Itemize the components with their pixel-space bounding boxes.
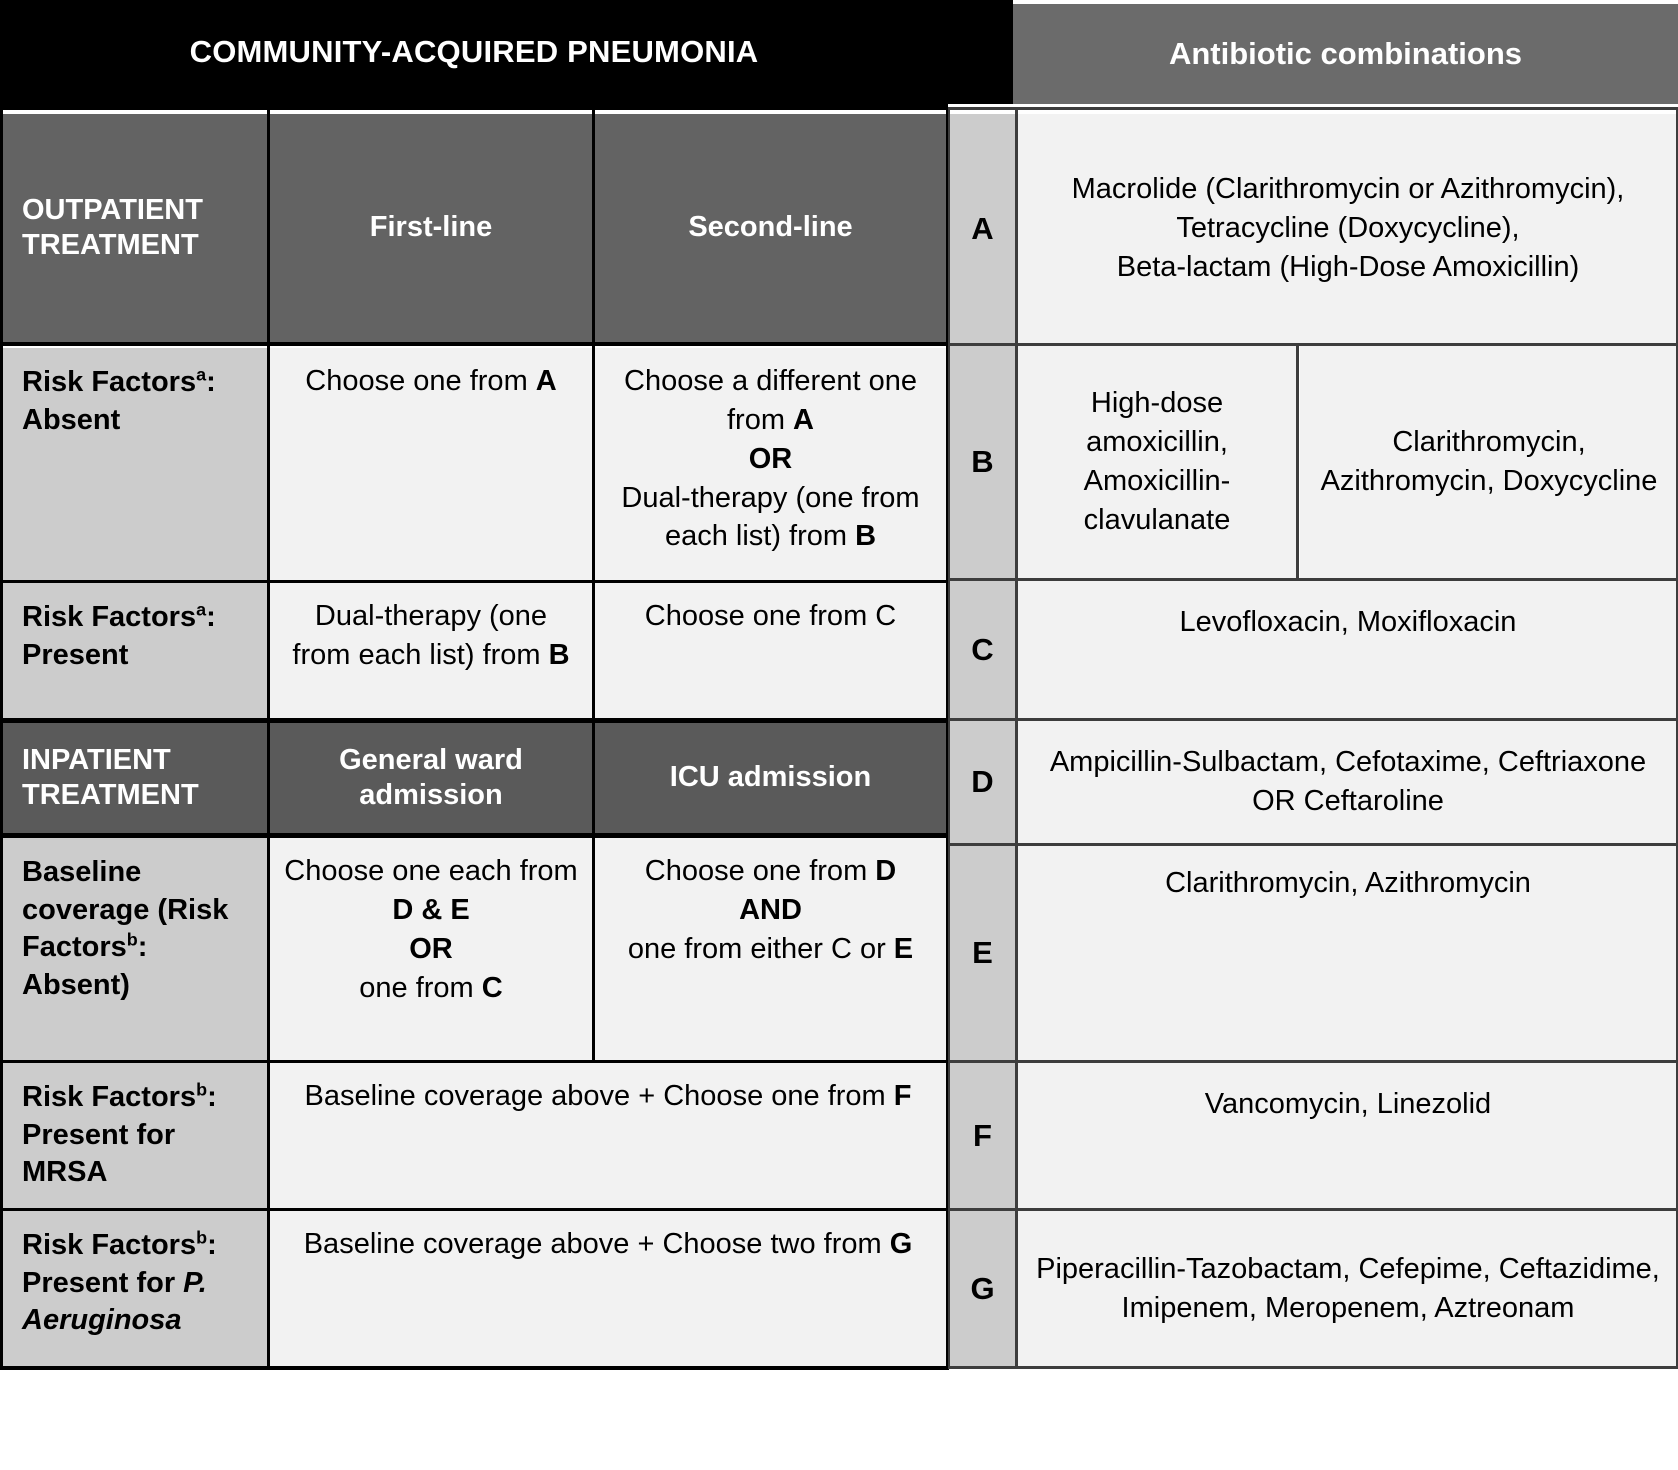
letter-cell-b (950, 346, 1015, 578)
cell-inpatient-baseline-general-ward-text: Choose one each from D & E OR one from C (284, 855, 578, 1004)
left-grid-v-col1 (267, 110, 270, 1368)
right-grid-v-letter-right (1015, 110, 1018, 1368)
inpatient-icu-header (595, 723, 946, 833)
row-label-pseudomonas-text: Risk Factors$^b$: Present for P. Aeruginosa (22, 1227, 217, 1337)
letter-f-text: F (973, 1117, 992, 1153)
combo-cell-c (1018, 581, 1678, 718)
combo-b-left-text: High-dose amoxicillin, Amoxicillin-clavulanate (1083, 387, 1231, 536)
first-line-header-text: First-line (369, 211, 493, 244)
cell-outpatient-absent-first-line-text: Choose one from A (305, 365, 557, 397)
left-grid-h-bottom (0, 1366, 949, 1370)
cell-inpatient-mrsa-span-text: Baseline coverage above + Choose one from F (304, 1080, 912, 1112)
inpatient-general-ward-header (270, 723, 592, 833)
outpatient-label-text: OUTPATIENT TREATMENT (22, 193, 203, 261)
antibiotic-combinations-title: Antibiotic combinations (1168, 36, 1523, 71)
banner-title-cell (0, 0, 948, 104)
banner-gap-filler (948, 0, 1013, 104)
letter-cell-e (950, 846, 1015, 1060)
row-label-mrsa-text: Risk Factors$^b$: Present for MRSA (22, 1079, 217, 1189)
combo-f-text: Vancomycin, Linezolid (1204, 1088, 1492, 1120)
right-grid-h-f-g (948, 1208, 1678, 1211)
letter-a-text: A (971, 210, 994, 246)
combo-c-text: Levofloxacin, Moxifloxacin (1179, 606, 1517, 638)
icu-header-text: ICU admission (669, 761, 872, 794)
second-line-header-text: Second-line (688, 211, 853, 244)
left-grid-h-after-present (0, 718, 949, 723)
letter-cell-f (950, 1063, 1015, 1208)
left-grid-h-after-outpatient-header (0, 342, 949, 346)
combo-cell-b-left (1018, 346, 1296, 578)
cell-inpatient-baseline-general-ward (270, 838, 592, 1060)
banner-bottom-rule (0, 104, 948, 110)
combo-cell-a (1018, 114, 1678, 343)
cell-inpatient-pseudomonas-span (270, 1211, 946, 1366)
right-grid-h-b-c (948, 578, 1678, 581)
combo-a-text: Macrolide (Clarithromycin or Azithromycin), Tetracycline (Doxycycline), Beta-lactam (High-Dose Amoxicillin) (1071, 173, 1625, 283)
inpatient-section-label (2, 723, 267, 833)
inpatient-label-text: INPATIENT TREATMENT (22, 743, 199, 811)
left-grid-h-after-baseline (0, 1060, 949, 1063)
banner-right-cell (1013, 4, 1678, 104)
right-grid-h-a-b (948, 343, 1678, 346)
cell-outpatient-absent-second-line-text: Choose a different one from A OR Dual-therapy (one from each list) from B (621, 365, 920, 553)
row-label-risk-absent-text: Risk Factors$^a$: Absent (22, 364, 216, 436)
right-grid-h-d-e (948, 843, 1678, 846)
outpatient-first-line-header (270, 114, 592, 342)
combo-d-text: Ampicillin-Sulbactam, Cefotaxime, Ceftriaxone OR Ceftaroline (1049, 746, 1647, 817)
row-label-risk-absent (2, 348, 267, 580)
row-label-pseudomonas (2, 1211, 267, 1366)
cell-inpatient-baseline-icu (595, 838, 946, 1060)
letter-e-text: E (972, 935, 993, 970)
letter-cell-c (950, 581, 1015, 718)
letter-cell-a (950, 114, 1015, 343)
combo-cell-b-right (1300, 346, 1678, 578)
cell-inpatient-baseline-icu-text: Choose one from D AND one from either C or E (627, 855, 914, 965)
right-grid-v-letter-left (948, 110, 950, 1368)
outpatient-second-line-header (595, 114, 946, 342)
letter-cell-d (950, 721, 1015, 843)
right-grid-v-b-split (1296, 346, 1299, 578)
cell-outpatient-present-second-line (595, 583, 946, 718)
left-grid-h-after-inpatient-header (0, 833, 949, 838)
right-grid-h-c-d (948, 718, 1678, 721)
cell-inpatient-mrsa-span (270, 1063, 946, 1208)
cell-outpatient-present-first-line-text: Dual-therapy (one from each list) from B (292, 600, 570, 671)
combo-g-text: Piperacillin-Tazobactam, Cefepime, Ceftazidime, Imipenem, Meropenem, Aztreonam (1036, 1252, 1660, 1324)
right-grid-h-bottom (948, 1366, 1678, 1369)
row-label-baseline-coverage (2, 838, 267, 1060)
letter-d-text: D (971, 764, 994, 799)
left-grid-h-after-absent (0, 580, 949, 583)
combo-e-text: Clarithromycin, Azithromycin (1165, 867, 1531, 899)
cell-outpatient-absent-first-line (270, 348, 592, 580)
cell-outpatient-present-first-line (270, 583, 592, 718)
row-label-risk-present-text: Risk Factors$^a$: Present (22, 599, 216, 671)
row-label-mrsa (2, 1063, 267, 1208)
outpatient-section-label (2, 114, 267, 342)
right-grid-h-e-f (948, 1060, 1678, 1063)
cell-inpatient-pseudomonas-span-text: Baseline coverage above + Choose two from G (303, 1228, 913, 1260)
row-label-baseline-coverage-text: Baseline coverage (Risk Factors$^b$: Absent) (22, 856, 229, 1002)
left-grid-v-col2 (592, 110, 595, 1063)
combo-cell-f (1018, 1063, 1678, 1208)
letter-cell-g (950, 1211, 1015, 1366)
letter-g-text: G (970, 1270, 995, 1306)
left-grid-h-after-mrsa (0, 1208, 949, 1211)
cell-outpatient-present-second-line-text: Choose one from C (644, 600, 897, 632)
general-ward-header-text: General ward admission (339, 743, 523, 811)
combo-cell-e (1018, 846, 1678, 1060)
right-grid-h-top (948, 107, 1678, 110)
combo-cell-g (1018, 1211, 1678, 1366)
combo-cell-d (1018, 721, 1678, 843)
letter-b-text: B (971, 444, 994, 479)
cell-outpatient-absent-second-line (595, 348, 946, 580)
page-title: COMMUNITY-ACQUIRED PNEUMONIA (189, 34, 759, 69)
letter-c-text: C (971, 631, 994, 667)
left-grid-v-outer-left (0, 110, 3, 1368)
row-label-risk-present (2, 583, 267, 718)
combo-b-right-text: Clarithromycin, Azithromycin, Doxycycline (1320, 426, 1658, 497)
